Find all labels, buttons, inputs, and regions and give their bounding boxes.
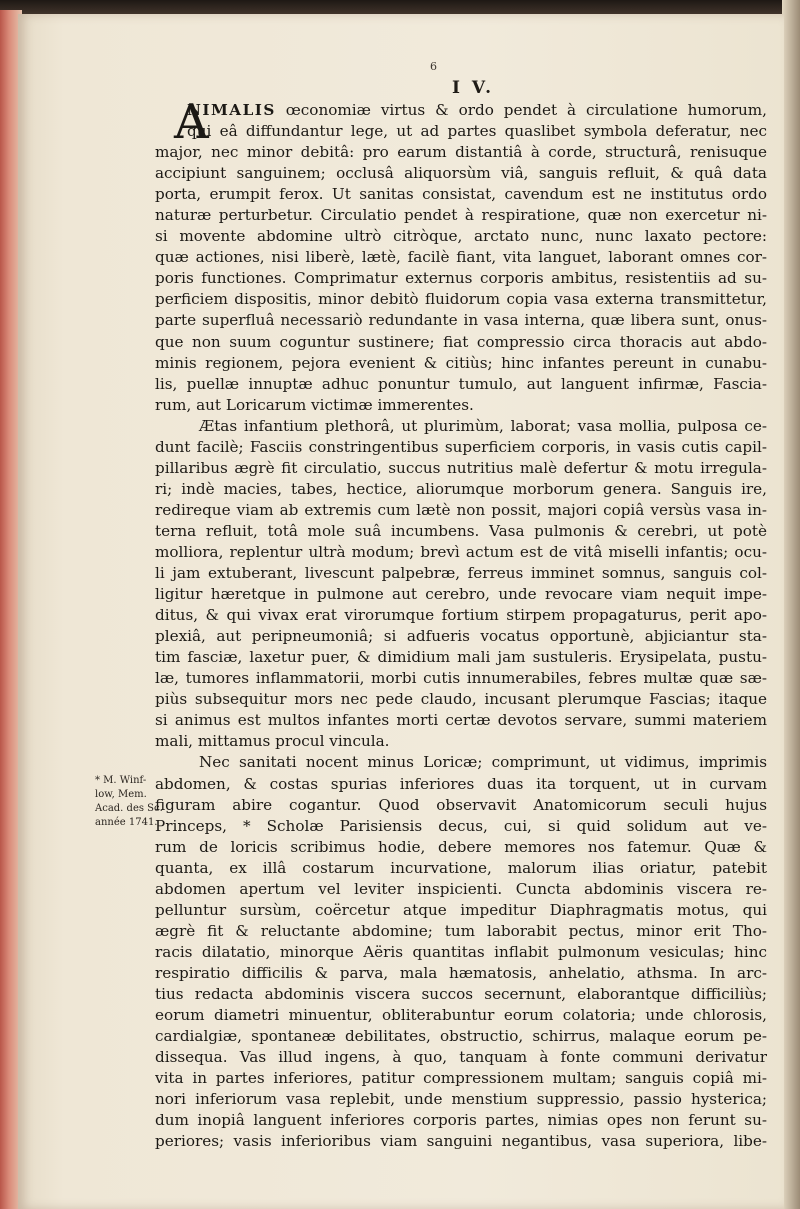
text-line: Princeps, * Scholæ Parisiensis decus, cui, si quid solidum aut ve- xyxy=(155,816,767,835)
text-line: ægrè fit & reluctante abdomine; tum laborabit pectus, minor erit Tho- xyxy=(155,921,767,940)
line-text: œconomiæ virtus & ordo pendet à circulatione humorum, xyxy=(285,101,767,119)
text-line: mali, mittamus procul vincula. xyxy=(155,732,390,751)
text-line: ligitur hæretque in pulmone aut cerebro, unde revocare viam nequit impe- xyxy=(155,585,767,604)
text-line: plexiâ, aut peripneumoniâ; si adfueris vocatus opportunè, abjiciantur sta- xyxy=(155,627,767,646)
text-line: naturæ perturbetur. Circulatio pendet à respiratione, quæ non exercetur ni- xyxy=(155,206,767,225)
text-line: accipiunt sanguinem; occlusâ aliquorsùm viâ, sanguis refluit, & quâ data xyxy=(155,164,767,183)
text-line: eorum diametri minuentur, obliterabuntur eorum colatoria; unde chlorosis, xyxy=(155,1006,767,1025)
text-line: ri; indè macies, tabes, hectice, aliorumque morborum genera. Sanguis ire, xyxy=(155,479,767,498)
text-line: quanta, ex illâ costarum incurvatione, malorum ilias oriatur, patebit xyxy=(155,858,767,877)
text-line: redireque viam ab extremis cum lætè non possit, majori copiâ versùs vasa in- xyxy=(155,500,767,519)
text-line: lis, puellæ innuptæ adhuc ponuntur tumulo, aut languent infirmæ, Fascia- xyxy=(155,374,767,393)
text-line: abdomen apertum vel leviter inspicienti. Cuncta abdominis viscera re- xyxy=(155,879,767,898)
text-line: tim fasciæ, laxetur puer, & dimidium mali jam sustuleris. Erysipelata, pustu- xyxy=(155,648,767,667)
body-text xyxy=(155,94,767,1152)
text-line: molliora, replentur ultrà modum; brevì actum est de vitâ miselli infantis; ocu- xyxy=(155,542,767,561)
text-line: major, nec minor debitâ: pro earum distantiâ à corde, structurâ, renisuque xyxy=(155,143,767,162)
text-line: piùs subsequitur mors nec pede claudo, incusant plerumque Fascias; itaque xyxy=(155,690,767,709)
text-line: Ætas infantium plethorâ, ut plurimùm, laborat; vasa mollia, pulposa ce- xyxy=(199,416,767,435)
text-line: qui eâ diffundantur lege, ut ad partes quaslibet symbola deferatur, nec xyxy=(187,122,767,141)
margin-note-line: Acad. des Sc. xyxy=(95,803,163,814)
text-line: terna refluit, totâ mole suâ incumbens. Vasa pulmonis & cerebri, ut potè xyxy=(155,521,767,540)
text-line: quæ actiones, nisi liberè, lætè, facilè fiant, vita languet, laborant omnes cor- xyxy=(155,248,767,267)
text-line: nori inferiorum vasa replebit, unde menstium suppressio, passio hysterica; xyxy=(155,1090,767,1109)
opening-word: NIMALIS xyxy=(187,101,276,119)
text-line: periores; vasis inferioribus viam sanguini negantibus, vasa superiora, libe- xyxy=(155,1132,767,1151)
text-line: Nec sanitati nocent minus Loricæ; comprimunt, ut vidimus, imprimis xyxy=(199,753,767,772)
text-line: dissequa. Vas illud ingens, à quo, tanquam à fonte communi derivatur xyxy=(155,1048,767,1067)
text-line xyxy=(155,100,767,121)
text-line: respiratio difficilis & parva, mala hæmatosis, anhelatio, athsma. In arc- xyxy=(155,963,767,982)
text-line: abdomen, & costas spurias inferiores duas ita torquent, ut in curvam xyxy=(155,774,767,793)
page-header: I V. xyxy=(452,78,495,98)
margin-note-line: low, Mem. xyxy=(95,789,147,800)
text-line: rum, aut Loricarum victimæ immerentes. xyxy=(155,395,474,414)
margin-note-line: année 1741. xyxy=(95,817,158,828)
text-line: parte superfluâ necessariò redundante in vasa interna, quæ libera sunt, onus- xyxy=(155,311,767,330)
text-line: rum de loricis scribimus hodie, debere memores nos fatemur. Quæ & xyxy=(155,837,767,856)
text-line: pelluntur sursùm, coërcetur atque impeditur Diaphragmatis motus, qui xyxy=(155,900,767,919)
text-line: dunt facilè; Fasciis constringentibus superficiem corporis, in vasis cutis capil- xyxy=(155,437,767,456)
text-line: porta, erumpit ferox. Ut sanitas consistat, cavendum est ne institutus ordo xyxy=(155,185,767,204)
text-line: minis regionem, pejora evenient & citiùs; hinc infantes pereunt in cunabu- xyxy=(155,353,767,372)
text-line: vita in partes inferiores, patitur compressionem multam; sanguis copiâ mi- xyxy=(155,1069,767,1088)
text-line: cardialgiæ, spontaneæ debilitates, obstructio, schirrus, malaque eorum pe- xyxy=(155,1027,767,1046)
text-line: ditus, & qui vivax erat virorumque fortium stirpem propagaturus, perit apo- xyxy=(155,606,767,625)
text-line: pillaribus ægrè fit circulatio, succus nutritius malè defertur & motu irregula- xyxy=(155,458,767,477)
margin-note-line: * M. Winf- xyxy=(95,775,147,786)
text-line: perficiem dispositis, minor debitò fluidorum copia vasa externa transmittetur, xyxy=(155,290,767,309)
text-line: si movente abdomine ultrò citròque, arctato nunc, nunc laxato pectore: xyxy=(155,227,767,246)
text-line: poris functiones. Comprimatur externus corporis ambitus, resistentiis ad su- xyxy=(155,269,767,288)
page-right-edge xyxy=(782,0,800,1209)
text-line: que non suum coguntur sustinere; fiat compressio circa thoracis aut abdo- xyxy=(155,332,767,351)
drop-capital: A xyxy=(174,94,209,150)
page-folio: 6 xyxy=(430,60,437,73)
text-line: racis dilatatio, minorque Aëris quantitas inflabit pulmonum vesiculas; hinc xyxy=(155,942,767,961)
text-line: si animus est multos infantes morti certæ devotos servare, summi materiem xyxy=(155,711,767,730)
text-line: tius redacta abdominis viscera succos secernunt, elaborantque difficiliùs; xyxy=(155,984,767,1003)
text-line: figuram abire cogantur. Quod observavit Anatomicorum seculi hujus xyxy=(155,795,767,814)
text-line: li jam extuberant, livescunt palpebræ, ferreus imminet somnus, sanguis col- xyxy=(155,564,767,583)
margin-footnote xyxy=(95,774,165,830)
text-line: læ, tumores inflammatorii, morbi cutis innumerabiles, febres multæ quæ sæ- xyxy=(155,669,767,688)
text-line: dum inopiâ languent inferiores corporis partes, nimias opes non ferunt su- xyxy=(155,1111,767,1130)
